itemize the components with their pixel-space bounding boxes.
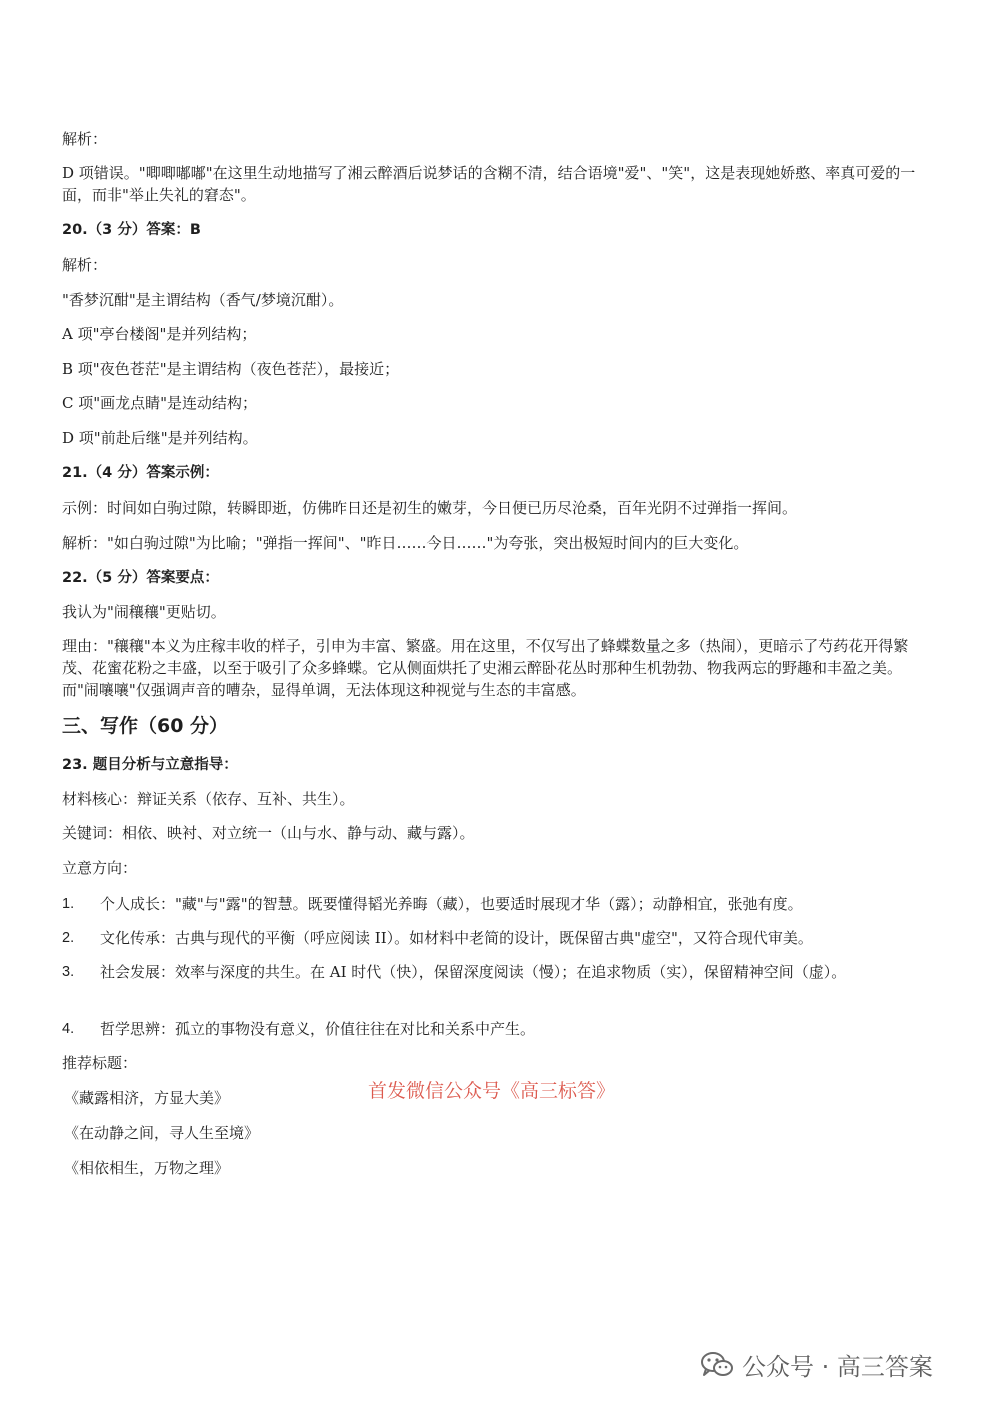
q19-analysis-label: 解析： <box>62 130 108 148</box>
q20-line: C 项"画龙点睛"是连动结构； <box>62 394 258 412</box>
q23-direction-label: 立意方向： <box>62 859 138 877</box>
wechat-icon <box>700 1350 734 1378</box>
list-item-text: 个人成长："藏"与"露"的智慧。既要懂得韬光养晦（藏），也要适时展现才华（露）；动静相宜，张弛有度。 <box>100 895 803 913</box>
q23-keywords: 关键词：相依、映衬、对立统一（山与水、静与动、藏与露）。 <box>62 824 475 842</box>
q20-line: A 项"亭台楼阁"是并列结构； <box>62 325 257 343</box>
q20-line: "香梦沉酣"是主谓结构（香气/梦境沉酣）。 <box>62 291 344 309</box>
list-item-text: 文化传承：古典与现代的平衡（呼应阅读 II）。如材料中老简的设计，既保留古典"虚空"，又符合现代审美。 <box>100 929 813 947</box>
q20-analysis-label: 解析： <box>62 256 108 274</box>
recommended-title: 《在动静之间，寻人生至境》 <box>64 1124 260 1142</box>
footer-text: 公众号 · 高三答案 <box>742 1352 933 1381</box>
section-title: 三、写作（60 分） <box>62 715 229 737</box>
q23-core: 材料核心：辩证关系（依存、互补、共生）。 <box>62 790 355 808</box>
q20-line: D 项"前赴后继"是并列结构。 <box>62 429 258 447</box>
titles-label: 推荐标题： <box>62 1054 138 1072</box>
recommended-title: 《藏露相济，方显大美》 <box>64 1089 230 1107</box>
q20-heading: 20.（3 分）答案：B <box>62 222 201 238</box>
q23-heading: 23. 题目分析与立意指导： <box>62 757 238 773</box>
list-item-number: 4. <box>62 1021 75 1037</box>
list-item-text: 社会发展：效率与深度的共生。在 AI 时代（快），保留深度阅读（慢）；在追求物质（实），保留精神空间（虚）。 <box>100 963 847 981</box>
q19-analysis-text: D 项错误。"唧唧嘟嘟"在这里生动地描写了湘云醉酒后说梦话的含糊不清，结合语境"爱"、"笑"，这是表现她娇憨、率真可爱的一面，而非"举止失礼的窘态"。 <box>62 164 916 204</box>
list-item-number: 3. <box>62 964 75 980</box>
list-item-text: 哲学思辨：孤立的事物没有意义，价值往往在对比和关系中产生。 <box>100 1020 536 1038</box>
footer-watermark <box>700 1346 933 1382</box>
recommended-title: 《相依相生，万物之理》 <box>64 1159 230 1177</box>
q21-analysis: 解析："如白驹过隙"为比喻；"弹指一挥间"、"昨日……今日……"为夸张，突出极短时间内的巨大变化。 <box>62 534 749 552</box>
q20-line: B 项"夜色苍茫"是主谓结构（夜色苍茫），最接近； <box>62 360 400 378</box>
list-item-number: 2. <box>62 930 75 946</box>
list-item-number: 1. <box>62 896 75 912</box>
q21-example: 示例：时间如白驹过隙，转瞬即逝，仿佛昨日还是初生的嫩芽，今日便已历尽沧桑，百年光阴不过弹指一挥间。 <box>62 499 798 517</box>
q22-opinion: 我认为"闹穰穰"更贴切。 <box>62 603 226 621</box>
q22-reason: 理由："穰穰"本义为庄稼丰收的样子，引申为丰富、繁盛。用在这里，不仅写出了蜂蝶数量之多（热闹），更暗示了芍药花开得繁茂、花蜜花粉之丰盛，以至于吸引了众多蜂蝶。它从侧面烘托了史湘云醉卧花丛时那种生机勃勃、物我两忘的野趣和丰盈之美。而"闹嚷嚷"仅强调声音的嘈杂，显得单调，无法体现这种视觉与生态的丰富感。 <box>62 637 909 699</box>
q22-heading: 22.（5 分）答案要点： <box>62 570 219 586</box>
watermark-text: 首发微信公众号《高三标答》 <box>368 1080 616 1102</box>
q21-heading: 21.（4 分）答案示例： <box>62 465 219 481</box>
